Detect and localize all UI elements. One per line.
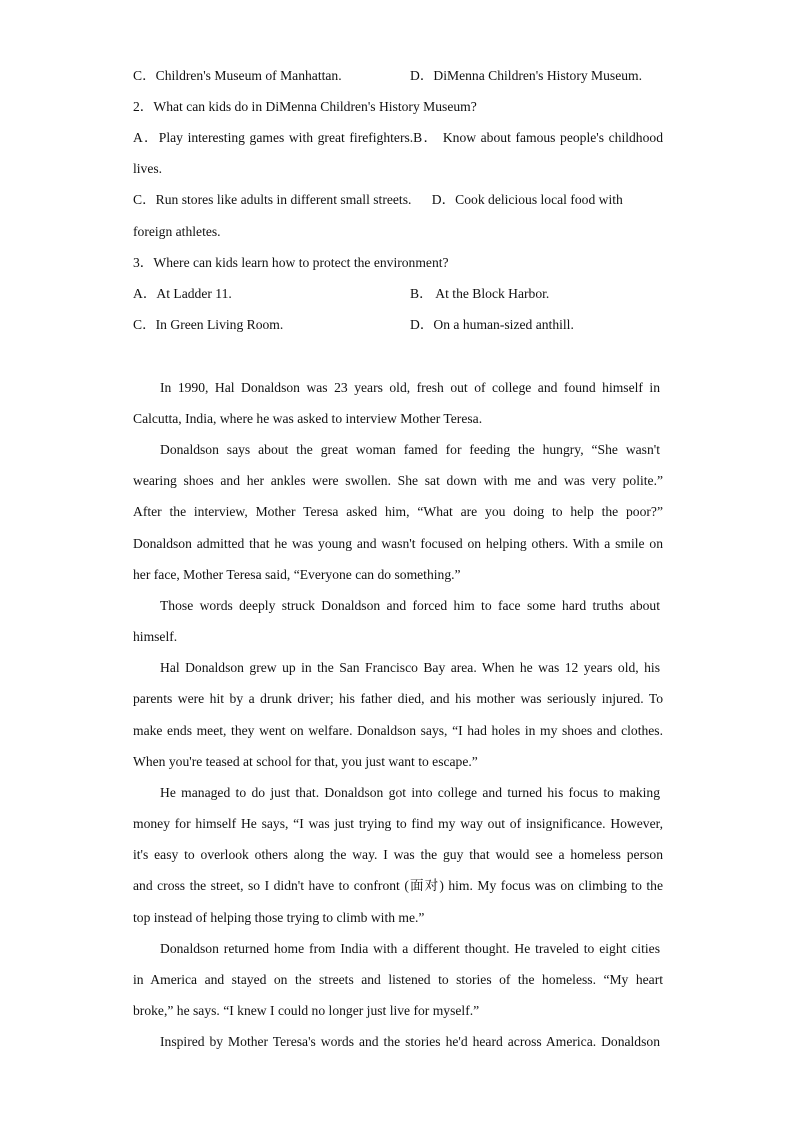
passage-line: and cross the street, so I didn't have to confront (面对) him. My focus was on climbing to the xyxy=(133,878,663,893)
q1-option-c: C．Children's Museum of Manhattan. xyxy=(133,68,342,83)
q1-option-d: D．DiMenna Children's History Museum. xyxy=(410,68,643,83)
passage-line: broke,” he says. “I knew I could no longer just live for myself.” xyxy=(133,1003,480,1018)
passage-line: Calcutta, India, where he was asked to interview Mother Teresa. xyxy=(133,411,483,426)
q2-options-c-d: C．Run stores like adults in different small streets. D．Cook delicious local food with xyxy=(133,192,623,207)
q2-options-a-b-continued: lives. xyxy=(133,161,163,176)
passage-line: Hal Donaldson grew up in the San Francisco Bay area. When he was 12 years old, his xyxy=(160,660,660,675)
passage-line: Donaldson says about the great woman famed for feeding the hungry, “She wasn't xyxy=(160,442,660,457)
passage-line: wearing shoes and her ankles were swollen. She sat down with me and was very polite.” xyxy=(133,473,663,488)
passage-line: in America and stayed on the streets and listened to stories of the homeless. “My heart xyxy=(133,972,663,987)
passage-line: it's easy to overlook others along the way. I was the guy that would see a homeless person xyxy=(133,847,663,862)
passage-line: money for himself He says, “I was just trying to find my way out of insignificance. However, xyxy=(133,816,663,831)
passage-line: Donaldson admitted that he was young and wasn't focused on helping others. With a smile on xyxy=(133,536,663,551)
passage-line: parents were hit by a drunk driver; his father died, and his mother was seriously injured. To xyxy=(133,691,663,706)
passage-line: In 1990, Hal Donaldson was 23 years old, fresh out of college and found himself in xyxy=(160,380,660,395)
passage-line: Inspired by Mother Teresa's words and the stories he'd heard across America. Donaldson xyxy=(160,1034,660,1049)
q3-option-a: A．At Ladder 11. xyxy=(133,286,232,301)
q3-option-d: D．On a human-sized anthill. xyxy=(410,317,574,332)
passage-line: Donaldson returned home from India with a different thought. He traveled to eight cities xyxy=(160,941,660,956)
passage-line: make ends meet, they went on welfare. Donaldson says, “I had holes in my shoes and clothes. xyxy=(133,723,663,738)
passage-line: her face, Mother Teresa said, “Everyone can do something.” xyxy=(133,567,461,582)
passage-line: After the interview, Mother Teresa asked him, “What are you doing to help the poor?” xyxy=(133,504,663,519)
q2-options-a-b: A．Play interesting games with great firefighters.B． Know about famous people's childhood xyxy=(133,130,663,145)
q3-option-c: C．In Green Living Room. xyxy=(133,317,284,332)
q3-stem: 3．Where can kids learn how to protect the environment? xyxy=(133,255,449,270)
passage-line: He managed to do just that. Donaldson got into college and turned his focus to making xyxy=(160,785,660,800)
passage-line: When you're teased at school for that, you just want to escape.” xyxy=(133,754,478,769)
q3-option-b: B． At the Block Harbor. xyxy=(410,286,550,301)
passage-line: himself. xyxy=(133,629,178,644)
q2-options-c-d-continued: foreign athletes. xyxy=(133,224,221,239)
passage-line: top instead of helping those trying to climb with me.” xyxy=(133,910,425,925)
q2-stem: 2．What can kids do in DiMenna Children's History Museum? xyxy=(133,99,477,114)
passage-line: Those words deeply struck Donaldson and forced him to face some hard truths about xyxy=(160,598,660,613)
